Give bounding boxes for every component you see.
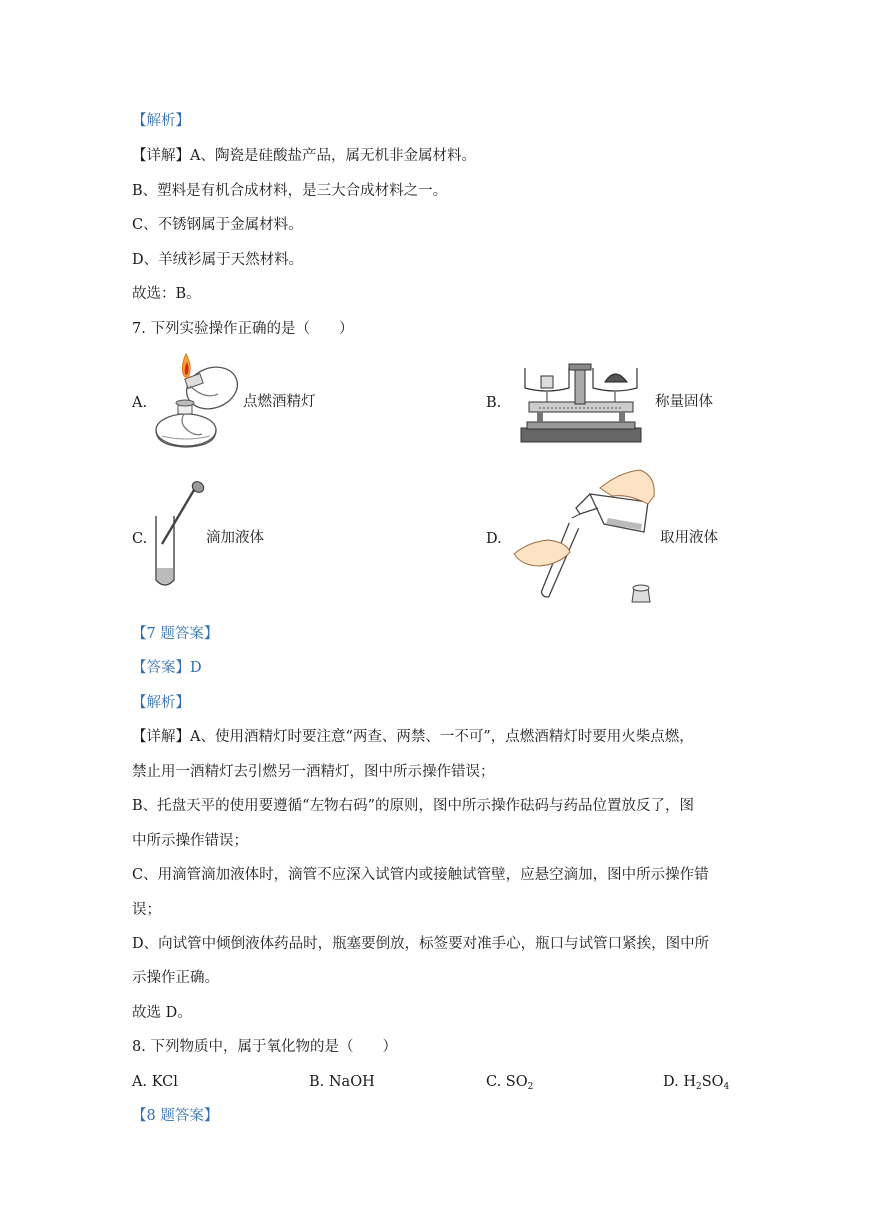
detail-b: B、塑料是有机合成材料，是三大合成材料之一。: [132, 183, 448, 199]
q7-detail-b-line2: 中所示操作错误；: [132, 833, 248, 849]
q7-detail-a-line2: 禁止用一酒精灯去引燃另一酒精灯，图中所示操作错误；: [132, 764, 495, 780]
q7-detail-c-line2: 误；: [132, 902, 161, 918]
q7-stem: 7. 下列实验操作正确的是（ ）: [132, 321, 354, 337]
q7-option-a-letter: A.: [132, 395, 148, 411]
alcohol-lamp-figure: [150, 350, 245, 450]
detail-c: C、不锈钢属于金属材料。: [132, 217, 303, 233]
balance-figure: [517, 358, 645, 446]
choice-line: 故选：B。: [132, 286, 201, 302]
q7-option-c-caption: 滴加液体: [206, 530, 264, 546]
q8-stem: 8. 下列物质中，属于氧化物的是（ ）: [132, 1039, 397, 1055]
q8-option-d: D. $H_2SO_4$: [663, 1074, 730, 1092]
q7-choice: 故选 D。: [132, 1005, 192, 1021]
q7-option-d-caption: 取用液体: [660, 530, 718, 546]
detail-a: 【详解】A、陶瓷是硅酸盐产品，属无机非金属材料。: [132, 148, 476, 164]
q7-detail-b-line1: B、托盘天平的使用要遵循“左物右码”的原则，图中所示操作砝码与药品位置放反了，图: [132, 798, 694, 814]
detail-d: D、羊绒衫属于天然材料。: [132, 252, 304, 268]
q7-option-b-caption: 称量固体: [655, 394, 713, 410]
q7-detail-c-line1: C、用滴管滴加液体时，滴管不应深入试管内或接触试管壁，应悬空滴加，图中所示操作错: [132, 867, 709, 883]
q8-option-c: C. $SO_2$: [486, 1074, 534, 1092]
q7-option-a-caption: 点燃酒精灯: [243, 394, 316, 410]
q7-detail-a-line1: 【详解】A、使用酒精灯时要注意“两查、两禁、一不可”，点燃酒精灯时要用火柴点燃，: [132, 729, 694, 745]
q7-detail-d-line2: 示操作正确。: [132, 970, 219, 986]
q8-option-b: B. NaOH: [309, 1074, 375, 1090]
q7-answer: 【答案】D: [132, 660, 202, 676]
q7-detail-d-line1: D、向试管中倾倒液体药品时，瓶塞要倒放，标签要对准手心，瓶口与试管口紧挨，图中所: [132, 936, 710, 952]
dropper-test-tube-figure: [150, 480, 210, 592]
q8-answer-header: 【8 题答案】: [132, 1108, 219, 1124]
q7-analysis-header: 【解析】: [132, 695, 190, 711]
q7-option-d-letter: D.: [486, 531, 502, 547]
q7-option-c-letter: C.: [132, 531, 148, 547]
q7-option-b-letter: B.: [486, 395, 502, 411]
q7-answer-header: 【7 题答案】: [132, 626, 219, 642]
pouring-liquid-figure: [508, 466, 658, 608]
analysis-header: 【解析】: [132, 113, 190, 129]
q8-option-a: A. KCl: [132, 1074, 178, 1090]
